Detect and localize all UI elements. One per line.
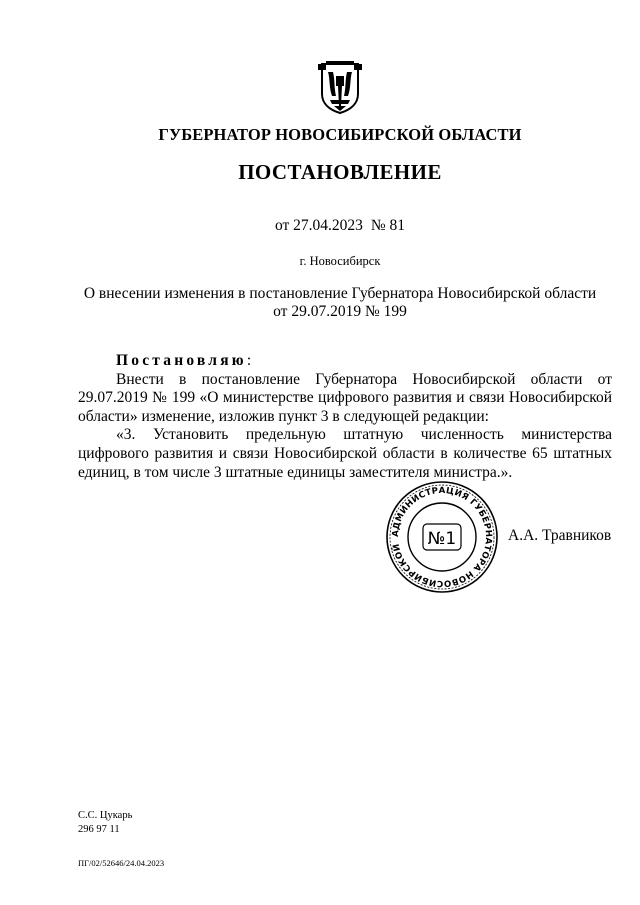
svg-text:№1: №1 [427,529,457,549]
document-subject [70,285,610,321]
body-paragraph-1: Внести в постановление Губернатора Новосибирской области от 29.07.2019 № 199 «О министерстве цифрового развития и связи Новосибирской области» изменение, изложив пункт 3 в следующей редакции: [78,370,612,425]
subject-line-2: от 29.07.2019 № 199 [273,303,407,320]
signer-name: А.А. Травников [508,527,612,544]
document-registration-id: ПГ/02/52646/24.04.2023 [78,858,165,868]
executor-name: С.С. Цукарь [78,810,133,821]
document-date: от 27.04.2023 [274,217,363,234]
body-paragraph-2: «3. Установить предельную штатную численность министерства цифрового развития и связи Новосибирской области в количестве 65 штатных единиц, в том числе 3 штатные единицы заместителя министра.». [78,426,612,481]
executor-phone: 296 97 11 [78,824,120,835]
subject-line-1: О внесении изменения в постановление Губернатора Новосибирской области [83,285,597,302]
resolve-colon: : [246,352,252,369]
organization-title: ГУБЕРНАТОР НОВОСИБИРСКОЙ ОБЛАСТИ [158,125,522,144]
city: г. Новосибирск [299,254,381,268]
resolve-word: Постановляю [116,352,247,369]
document-date-number [0,217,640,235]
document-number: № 81 [370,217,406,234]
resolve-heading [78,352,612,371]
official-seal [385,480,499,594]
document-type: ПОСТАНОВЛЕНИЕ [238,160,442,184]
coat-of-arms-icon [314,60,366,116]
document-body [78,352,612,482]
svg-text:АДМИНИСТРАЦИЯ ГУБЕРНАТОРА НОВО: АДМИНИСТРАЦИЯ ГУБЕРНАТОРА НОВОСИБИРСКОЙ [390,485,494,589]
